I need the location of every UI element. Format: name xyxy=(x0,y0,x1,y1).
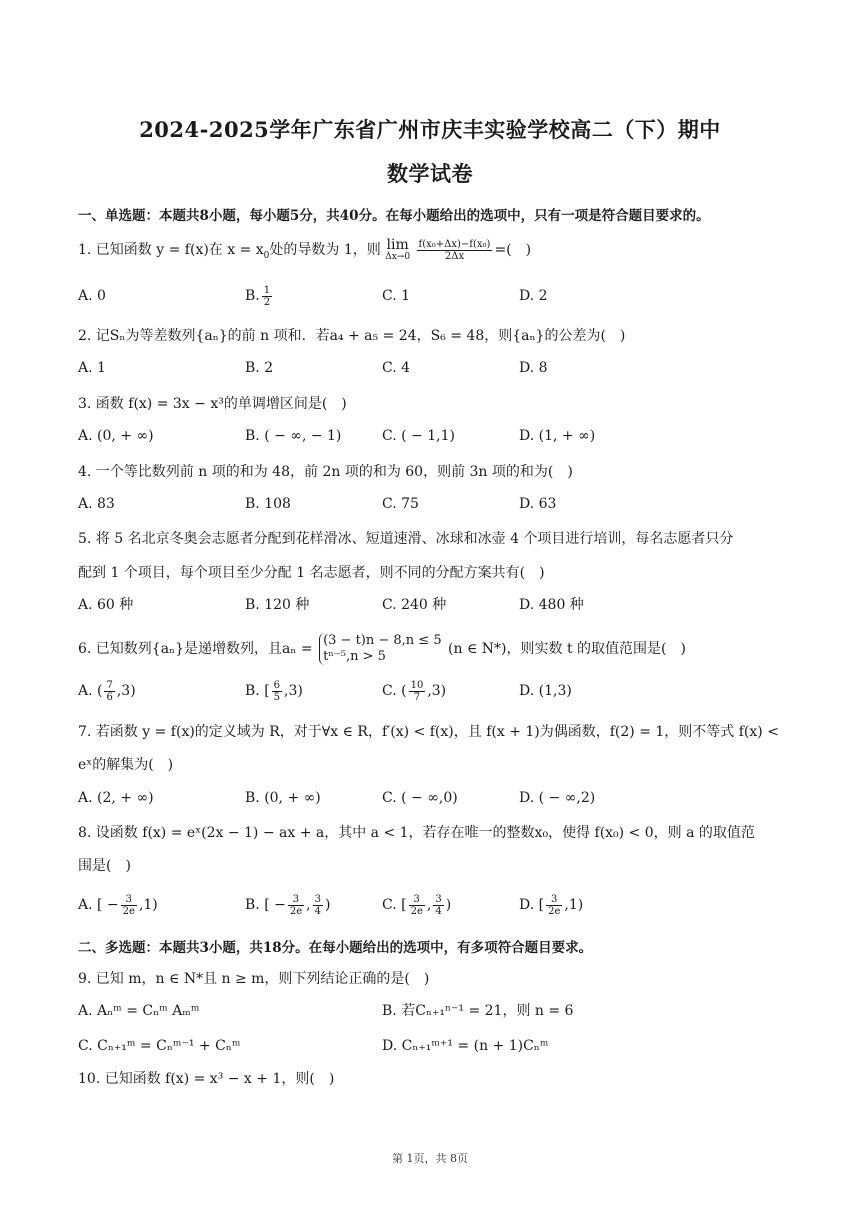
q8-c-den2: 4 xyxy=(435,905,442,917)
q8-c-den1: 2e xyxy=(410,905,423,917)
question-5-line2: 配到 1 个项目，每个项目至少分配 1 名志愿者，则不同的分配方案共有( ) xyxy=(78,565,545,581)
q8-d-num: 3 xyxy=(546,894,562,906)
q9-option-c[interactable]: C. Cₙ₊₁ᵐ = Cₙᵐ⁻¹ + Cₙᵐ xyxy=(78,1038,241,1054)
q1-lim-word: lim xyxy=(386,237,409,253)
q8-c-label: C. [ xyxy=(382,897,407,913)
question-4: 4. 一个等比数列前 n 项的和为 48，前 2n 项的和为 60，则前 3n 项的和为( ) xyxy=(78,464,573,480)
q8-b-comma: , xyxy=(306,897,311,913)
q3-option-d[interactable]: D. (1, + ∞) xyxy=(519,428,596,444)
q8-option-c[interactable] xyxy=(382,892,451,918)
section-multiple-choice: 二、多选题：本题共3小题，共18分。在每小题给出的选项中，有多项符合题目要求。 xyxy=(78,940,593,956)
q8-b-den2: 4 xyxy=(314,905,321,917)
q9-options-row1 xyxy=(78,998,798,1024)
q2-options xyxy=(78,355,798,381)
q6-piecewise xyxy=(319,633,442,665)
question-8-line1: 8. 设函数 f(x) = eˣ(2x − 1) − ax + a，其中 a < 1，若存在唯一的整数x₀，使得 f(x₀) < 0，则 a 的取值范 xyxy=(78,825,755,841)
q1-lim-under: Δx→0 xyxy=(385,252,411,262)
q6-option-a[interactable] xyxy=(78,678,136,704)
q8-c-num2: 3 xyxy=(435,893,442,905)
q6-option-d[interactable]: D. (1,3) xyxy=(519,683,572,699)
q8-a-num: 3 xyxy=(121,894,137,906)
q8-b-den1: 2e xyxy=(289,905,303,917)
q8-a-frac xyxy=(121,894,137,917)
q6-options xyxy=(78,678,798,704)
q8-b-tail: ) xyxy=(324,897,331,913)
page-footer: 第 1页，共 8页 xyxy=(392,1152,468,1165)
q6-c-den: 7 xyxy=(413,691,421,703)
q6-a-num: 7 xyxy=(106,679,113,691)
q6-pre: 6. 已知数列{aₙ}是递增数列，且aₙ = xyxy=(78,641,313,657)
q7-option-b[interactable]: B. (0, + ∞) xyxy=(245,790,321,806)
q5-option-d[interactable]: D. 480 种 xyxy=(519,597,584,613)
q6-a-tail: ,3) xyxy=(116,683,136,699)
question-2: 2. 记Sₙ为等差数列{aₙ}的前 n 项和．若a₄ + a₅ = 24，S₆ = 48，则{aₙ}的公差为( ) xyxy=(78,328,626,344)
q9-option-d[interactable]: D. Cₙ₊₁ᵐ⁺¹ = (n + 1)Cₙᵐ xyxy=(382,1038,549,1054)
q9-option-b[interactable]: B. 若Cₙ₊₁ⁿ⁻¹ = 21，则 n = 6 xyxy=(382,1003,574,1019)
q3-options xyxy=(78,423,798,449)
question-3: 3. 函数 f(x) = 3x − x³的单调增区间是( ) xyxy=(78,396,347,412)
q8-a-den: 2e xyxy=(122,905,135,917)
q5-options xyxy=(78,592,798,618)
q6-b-num: 6 xyxy=(273,679,281,691)
q6-c-num: 10 xyxy=(410,679,424,691)
exam-subtitle: 数学试卷 xyxy=(387,161,473,186)
q6-post: (n ∈ N*)，则实数 t 的取值范围是( ) xyxy=(448,641,686,657)
q3-option-c[interactable]: C. ( − 1,1) xyxy=(382,428,455,444)
q8-d-den: 2e xyxy=(548,905,561,917)
q1-option-b-frac xyxy=(262,285,272,308)
q1-mid: 处的导数为 1，则 xyxy=(269,242,381,258)
q8-option-b[interactable] xyxy=(245,892,330,918)
question-10: 10. 已知函数 f(x) = x³ − x + 1，则( ) xyxy=(78,1071,335,1087)
question-9: 9. 已知 m，n ∈ N*且 n ≥ m，则下列结论正确的是( ) xyxy=(78,971,430,987)
q6-case-2: tⁿ⁻⁵,n > 5 xyxy=(323,649,386,664)
q4-options xyxy=(78,491,798,517)
q1-option-c[interactable]: C. 1 xyxy=(382,288,411,304)
q3-option-b[interactable]: B. ( − ∞, − 1) xyxy=(245,428,342,444)
q8-b-label: B. [ − xyxy=(245,897,286,913)
question-8-line2: 围是( ) xyxy=(78,858,131,874)
q6-b-tail: ,3) xyxy=(284,683,303,699)
q7-option-a[interactable]: A. (2, + ∞) xyxy=(78,790,154,806)
q8-a-tail: ,1) xyxy=(138,897,158,913)
exam-title: 2024-2025学年广东省广州市庆丰实验学校高二（下）期中 xyxy=(139,117,721,142)
q8-c-num1: 3 xyxy=(409,894,425,906)
q4-option-d[interactable]: D. 63 xyxy=(519,496,557,512)
q5-option-a[interactable]: A. 60 种 xyxy=(78,597,134,613)
question-6 xyxy=(78,632,686,666)
q1-b-num: 1 xyxy=(263,284,271,296)
question-7-line2: eˣ的解集为( ) xyxy=(78,757,174,773)
q2-option-d[interactable]: D. 8 xyxy=(519,360,548,376)
question-5-line1: 5. 将 5 名北京冬奥会志愿者分配到花样滑冰、短道速滑、冰球和冰壶 4 个项目进行培训，每名志愿者只分 xyxy=(78,531,734,547)
q1-options xyxy=(78,283,798,309)
q8-c-frac1 xyxy=(409,894,425,917)
q6-b-label: B. [ xyxy=(245,683,270,699)
q8-b-num2: 3 xyxy=(314,893,321,905)
q1-fraction xyxy=(417,239,493,262)
q1-limit xyxy=(385,238,410,262)
q1-frac-den: 2Δx xyxy=(444,250,465,262)
q8-b-num1: 3 xyxy=(288,894,304,906)
q7-option-c[interactable]: C. ( − ∞,0) xyxy=(382,790,458,806)
q6-a-frac xyxy=(104,680,114,703)
q3-option-a[interactable]: A. (0, + ∞) xyxy=(78,428,154,444)
q6-option-b[interactable] xyxy=(245,678,303,704)
q7-options xyxy=(78,785,798,811)
q1-frac-num: f(x₀+Δx)−f(x₀) xyxy=(418,238,491,250)
q9-options-row2 xyxy=(78,1033,798,1059)
q6-c-label: C. ( xyxy=(382,683,407,699)
q1-b-den: 2 xyxy=(263,296,271,308)
q8-options xyxy=(78,892,798,918)
q8-d-frac xyxy=(546,894,562,917)
q8-c-comma: , xyxy=(426,897,432,913)
q8-b-frac1 xyxy=(288,894,304,917)
q6-a-den: 6 xyxy=(106,691,113,703)
q2-option-b[interactable]: B. 2 xyxy=(245,360,274,376)
q4-option-b[interactable]: B. 108 xyxy=(245,496,291,512)
q5-option-c[interactable]: C. 240 种 xyxy=(382,597,447,613)
q8-b-frac2 xyxy=(313,894,323,917)
q6-a-label: A. ( xyxy=(78,683,103,699)
question-7-line1: 7. 若函数 y = f(x)的定义域为 R，对于∀x ∈ R，f′(x) < f(x)，且 f(x + 1)为偶函数，f(2) = 1，则不等式 f(x) < xyxy=(78,724,779,740)
q8-c-tail: ) xyxy=(445,897,452,913)
q8-option-d[interactable] xyxy=(519,892,583,918)
q1-pre: 1. 已知函数 y = f(x)在 x = x xyxy=(78,242,264,258)
q4-option-c[interactable]: C. 75 xyxy=(382,496,419,512)
q6-case-1: (3 − t)n − 8,n ≤ 5 xyxy=(323,633,442,648)
q1-post: =( ) xyxy=(494,242,532,258)
q6-option-c[interactable] xyxy=(382,678,446,704)
q8-c-frac2 xyxy=(433,894,443,917)
q1-option-a[interactable]: A. 0 xyxy=(78,288,106,304)
q6-b-frac xyxy=(272,680,282,703)
section-single-choice: 一、单选题：本题共8小题，每小题5分，共40分。在每小题给出的选项中，只有一项是符合题目要求的。 xyxy=(78,208,710,224)
q1-option-b-label: B. xyxy=(245,288,260,304)
question-1: 1. 已知函数 y = f(x)在 $x = x_0$处的导数为 1，则 lim Δx→0 $\frac{\text{f(x₀+Δx)−f(x₀)}}{2\Delta x}$ =( ) xyxy=(78,237,532,262)
q2-option-a[interactable]: A. 1 xyxy=(78,360,106,376)
q8-a-label: A. [ − xyxy=(78,897,119,913)
q6-c-tail: ,3) xyxy=(427,683,447,699)
q9-option-a[interactable]: A. Aₙᵐ = Cₙᵐ Aₘᵐ xyxy=(78,1003,200,1019)
q6-b-den: 5 xyxy=(273,691,281,703)
q1-option-b[interactable] xyxy=(245,283,274,309)
q8-d-label: D. [ xyxy=(519,897,545,913)
q8-option-a[interactable] xyxy=(78,892,158,918)
q2-option-c[interactable]: C. 4 xyxy=(382,360,411,376)
q1-option-d[interactable]: D. 2 xyxy=(519,288,548,304)
q7-option-d[interactable]: D. ( − ∞,2) xyxy=(519,790,596,806)
q6-c-frac xyxy=(409,680,426,703)
q5-option-b[interactable]: B. 120 种 xyxy=(245,597,310,613)
q4-option-a[interactable]: A. 83 xyxy=(78,496,115,512)
q8-d-tail: ,1) xyxy=(564,897,584,913)
